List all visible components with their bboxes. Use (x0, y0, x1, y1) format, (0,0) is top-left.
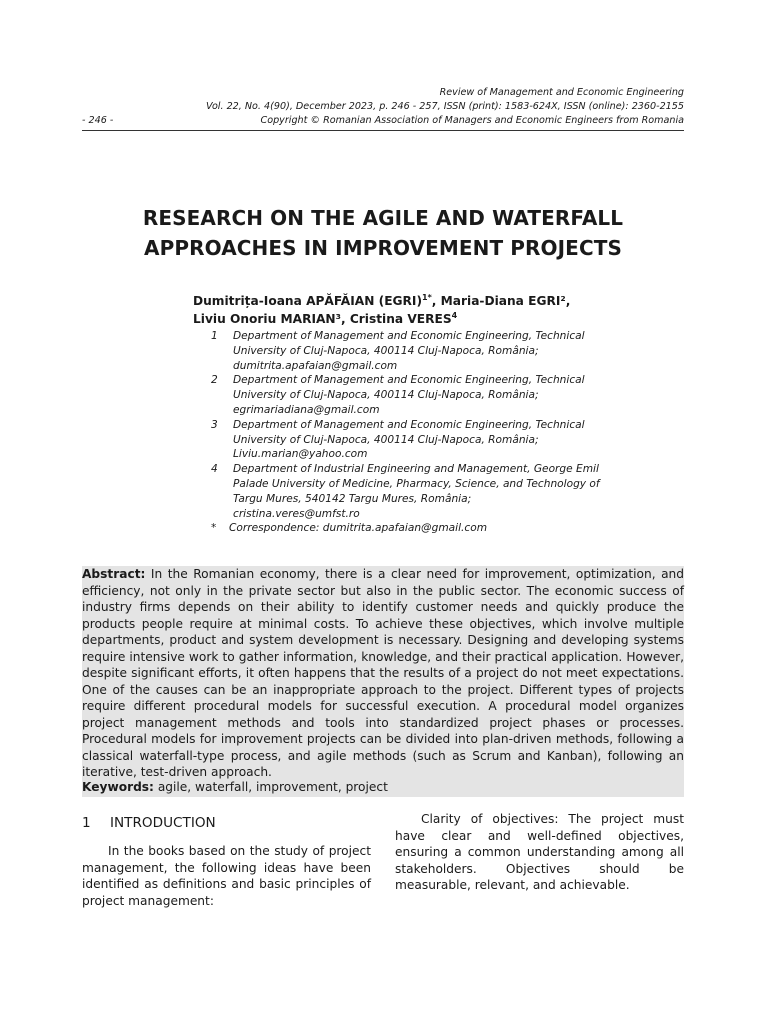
keywords (82, 779, 388, 796)
author-line (193, 292, 663, 310)
body-column-left (82, 843, 371, 909)
title-line: RESEARCH ON THE AGILE AND WATERFALL (142, 206, 624, 230)
abstract-label: Abstract: (82, 567, 146, 581)
body-column-right (395, 811, 684, 894)
body-paragraph: In the books based on the study of project management, the following ideas have been identified as definitions and basic principles of project management: (82, 844, 371, 908)
abstract-text: In the Romanian economy, there is a clear need for improvement, optimization, and efficiency, not only in the private sector but also in the public sector. The economic success of industry firms depends on their ability to identify customer needs and quickly produce the products people require at minimal costs. To achieve these objectives, which involve multiple departments, product and system development is necessary. Designing and developing systems require intensive work to gather information, knowledge, and their practical application. However, despite significant efforts, it often happens that the results of a project do not meet expectations. One of the causes can be an inappropriate approach to the project. Different types of projects require different procedural models for successful execution. A procedural model organizes project management methods and tools into standardized project phases or processes. Procedural models for improvement projects can be divided into plan-driven methods, following a classical waterfall-type process, and agile methods (such as Scrum and Kanban), following an iterative, test-driven approach. (82, 567, 684, 779)
author-superscript: 1* (422, 293, 432, 302)
affiliation (208, 462, 658, 521)
author-line (193, 310, 663, 328)
keywords-text: agile, waterfall, improvement, project (157, 780, 388, 794)
affiliation-line: University of Cluj-Napoca, 400114 Cluj-Napoca, România; (233, 433, 539, 446)
correspondence-text: Correspondence: dumitrita.apafaian@gmail.com (229, 522, 488, 535)
affiliation-email: Liviu.marian@yahoo.com (233, 448, 368, 461)
affiliation-email: egrimariadiana@gmail.com (233, 403, 380, 416)
affiliation (208, 373, 658, 417)
affiliation-line: Palade University of Medicine, Pharmacy, Science, and Technology of (233, 477, 600, 490)
section-title: INTRODUCTION (110, 815, 216, 831)
page-number: - 246 - (82, 115, 114, 126)
affiliation-line: Department of Industrial Engineering and Management, George Emil (233, 463, 599, 476)
affiliation-number: 3 (211, 418, 218, 431)
correspondence-mark: * (211, 522, 217, 535)
affiliation-line: Department of Management and Economic Engineering, Technical (233, 418, 585, 431)
affiliation (208, 329, 658, 373)
header-rule (82, 130, 684, 131)
title-line: APPROACHES IN IMPROVEMENT PROJECTS (144, 236, 622, 260)
abstract-paragraph (82, 566, 684, 781)
affiliation-email: dumitrita.apafaian@gmail.com (233, 359, 398, 372)
body-paragraph: Clarity of objectives: The project must have clear and well-defined objectives, ensuring a common understanding among all stakeholders. Objectives should be measurable, relevant, and achievable. (395, 812, 684, 893)
keywords-label: Keywords: (82, 780, 154, 794)
author-list (193, 292, 663, 328)
section-heading (82, 813, 216, 833)
affiliation (208, 418, 658, 462)
abstract-box (82, 566, 684, 797)
journal-name: Review of Management and Economic Engineering (439, 87, 684, 98)
affiliation-line: Targu Mures, 540142 Targu Mures, România; (233, 492, 472, 505)
copyright-line: Copyright © Romanian Association of Managers and Economic Engineers from Romania (260, 115, 684, 126)
affiliation-line: University of Cluj-Napoca, 400114 Cluj-Napoca, România; (233, 389, 539, 402)
paper-title (82, 203, 684, 263)
affiliation-line: Department of Management and Economic Engineering, Technical (233, 330, 585, 342)
affiliation-list (208, 329, 658, 536)
volume-info: Vol. 22, No. 4(90), December 2023, p. 246 - 257, ISSN (print): 1583-624X, ISSN (online): 2360-2155 (205, 101, 684, 112)
section-number: 1 (82, 815, 91, 831)
author-name: Dumitrița-Ioana APĂFĂIAN (EGRI) (193, 294, 423, 308)
affiliation-number: 4 (211, 463, 218, 476)
author-name: , Maria-Diana EGRI², (431, 294, 571, 308)
affiliation-number: 2 (211, 374, 218, 387)
author-name: Liviu Onoriu MARIAN³, Cristina VERES (193, 312, 452, 326)
affiliation-line: Department of Management and Economic Engineering, Technical (233, 374, 585, 387)
affiliation-email: cristina.veres@umfst.ro (233, 507, 360, 520)
affiliation-number: 1 (211, 330, 218, 342)
author-superscript: 4 (451, 311, 458, 320)
correspondence (208, 521, 658, 536)
affiliation-line: University of Cluj-Napoca, 400114 Cluj-Napoca, România; (233, 344, 539, 357)
